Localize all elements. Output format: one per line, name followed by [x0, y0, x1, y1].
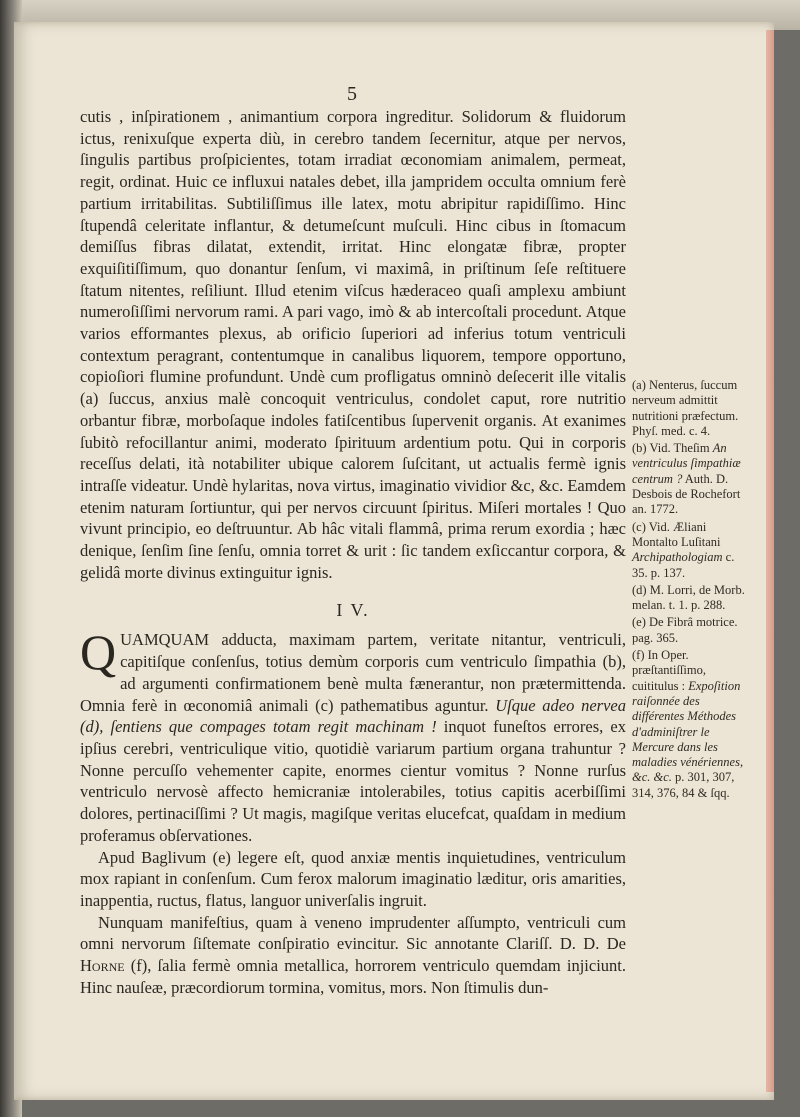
section-iv-p1-end: inquot funeſtos errores, ex ipſius cerebri, ventriculique vitio, quotidiè variarum partium organa trahuntur ? Nonne percuſſo vehementer capite, enormes cientur vomitus ? Nonne rurſus ventriculo nervosè affecto hemicraniæ intolerabiles, totius capitis acerbiſſimi dolores, pertinaciſſimi ? Ut magis, magiſque veritas elucefcat, quaſdam in medium proferamus obſervationes. — [80, 717, 626, 845]
drop-cap: Q — [80, 624, 117, 681]
page-number: 5 — [347, 83, 357, 105]
paragraph-1: cutis , inſpirationem , animantium corpora ingreditur. Solidorum & fluidorum ictus, renixuſque experta diù, in cerebro tandem ſecernitur, atque per nervos, ſingulis partibus proſpicientes, totam irradiat œconomiam animalem, permeat, regit, ordinat. Huic ce influxui natales debet, illa jampridem occulta omnium ferè partium irritabilitas. Subtiliſſimus ille latex, motu abripitur rapidiſſimo. Hinc ſtupendâ celeritate inflantur, & detumeſcunt muſculi. Hinc cibus in ſtomacum demiſſus fibras dilatat, extendit, irritat. Hinc elongatæ fibræ, propter exquiſitiſſimum, quo donantur ſenſum, vi maximâ, in priſtinum ſeſe reſtituere ſtatum nitentes, reſiliunt. Illud etenim viſcus hæderaceo quaſi amplexu ambiunt numeroſiſſimi nervorum rami. A pari vago, imò & ab intercoſtali procedunt. Atque varios efformantes plexus, ab orificio ſuperiori ad inferius totum ventriculi contextum peragrant, contentumque in canalibus liquorem, tempore opportuno, copioſiori flumine profundunt. Undè cum profligatus omninò deſecerit ille vitalis (a) ſuccus, anxius malè concoquit ventriculus, condolet caput, rore nutritio orbantur fibræ, morboſaque indoles fatiſcentibus ſupervenit organis. At exanimes ſubitò refocillantur animi, moderato ſpirituum ardentium potu. Qui in corporis receſſus delati, ità notabiliter ubique calorem ſuſcitant, ut actualis fermè ignis intraſſe videatur. Undè hylaritas, nova virtus, imaginatio vividior &c, &c. Eamdem etenim naturam ſortiuntur, qui per nervos circuunt ſpiritus. Miſeri mortales ! Quo vivunt principio, eo deſtruuntur. Ab hâc vitali flammâ, prima rerum exordia ; hæc denique, ſenſim ſine ſenſu, omnia torret & urit : ſic tandem exſiccantur corpora, & gelidâ morte divinus extinguitur ignis. — [80, 107, 626, 582]
section-iv-paragraph-2: Apud Baglivum (e) legere eſt, quod anxiæ mentis inquietudines, ventriculum mox rapiant in conſenſum. Cum ferox malorum imaginatio læditur, oris amarities, inappentia, ructus, flatus, languor univerſalis ingruit. — [80, 847, 626, 910]
section-iv-p1-italic: Uſque adeo nervea (d), ſentiens que compages totam regit machinam ! — [80, 695, 626, 737]
section-iv-p3-end: (f), ſalia fermè omnia metallica, horrorem ventriculo quemdam injiciunt. Hinc nauſeæ, præcordiorum tormina, vomitus, mors. Non ſtimulis dun- — [80, 956, 626, 997]
note-e: (e) De Fibrâ motrice. pag. 365. — [632, 615, 738, 645]
page-edge — [766, 30, 774, 1092]
note-a: (a) Nenterus, ſuccum nerveum admittit nutritioni præfectum. Phyſ. med. c. 4. — [632, 378, 739, 438]
note-f: (f) In Oper. præſtantiſſimo, cuititulus : Expoſition raiſonnée des différentes Méthodes d'adminiſtrer le Mercure dans les maladies vénériennes, &c. &c. p. 301, 307, 314, 376, 84 & ſqq. — [632, 648, 744, 800]
section-iv-p3-start: Nunquam manifeſtius, quam à veneno imprudenter aſſumpto, ventriculi cum omni nervorum ſiſtemate conſpiratio evincitur. Sic annotante Clariſſ. D. D. De — [80, 912, 626, 954]
section-iv-p3-smallcaps: Horne — [80, 956, 125, 976]
note-c: (c) Vid. Æliani Montalto Luſitani Archipathologiam c. 35. p. 137. — [632, 519, 735, 580]
margin-notes — [632, 378, 752, 803]
section-heading: I V. — [336, 600, 370, 621]
section-iv-paragraph-3 — [80, 912, 626, 999]
section-iv-paragraph-1 — [80, 624, 626, 846]
note-d: (d) M. Lorri, de Morb. melan. t. 1. p. 288. — [632, 582, 745, 613]
section-iv-p1-start: UAMQUAM adducta, maximam partem, veritate nitantur, ventriculi, capitiſque conſenſus, totius demùm corporis cum ventriculo ſimpathia (b), ad argumenti confirmationem benè multa fænerantur, non prætermittenda. Omnia ferè in œconomiâ animali (c) pathematibus aguntur. — [80, 630, 626, 715]
main-text-column — [80, 106, 626, 998]
note-b: (b) Vid. Theſim An ventriculus ſimpathiæ centrum ? Auth. D. Desbois de Rochefort an. 1772. — [632, 441, 741, 517]
